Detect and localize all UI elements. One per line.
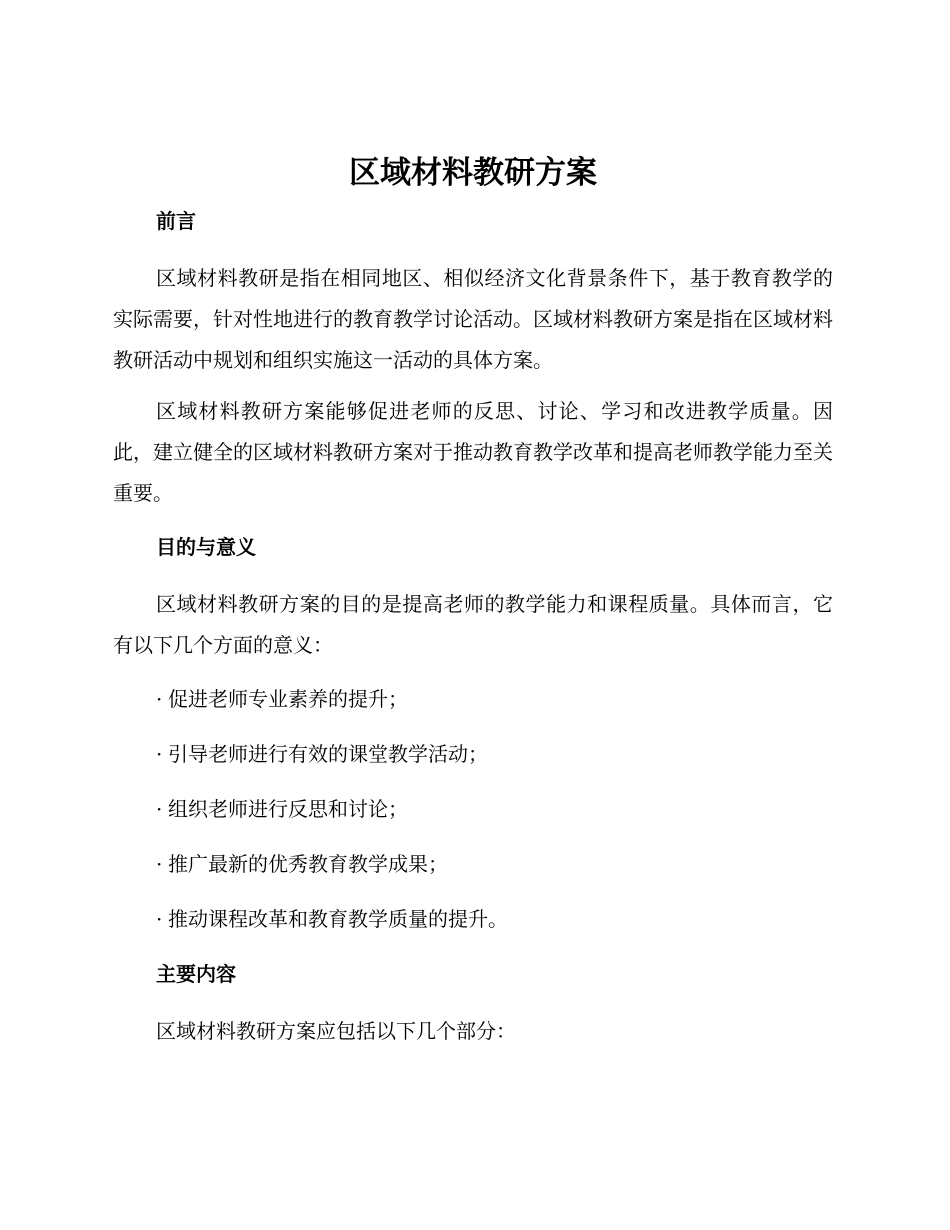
list-item-text: 组织老师进行反思和讨论； xyxy=(168,797,408,821)
document-page xyxy=(113,150,833,1062)
document-title: 区域材料教研方案 xyxy=(349,155,597,191)
paragraph: 区域材料教研是指在相同地区、相似经济文化背景条件下，基于教育教学的实际需要，针对性地进行的教育教学讨论活动。区域材料教研方案是指在区域材料教研活动中规划和组织实施这一活动的具体方案。 xyxy=(113,266,833,372)
list-item-text: 促进老师专业素养的提升； xyxy=(168,687,408,711)
section-content xyxy=(113,959,833,1052)
list-item-text: 推广最新的优秀教育教学成果； xyxy=(168,852,448,876)
paragraph: 区域材料教研方案的目的是提高老师的教学能力和课程质量。具体而言，它有以下几个方面的意义： xyxy=(113,592,833,657)
bullet-dot: · xyxy=(156,687,163,711)
list-item-text: 推动课程改革和教育教学质量的提升。 xyxy=(168,907,508,931)
section-heading-preface: 前言 xyxy=(156,209,196,233)
section-heading-content: 主要内容 xyxy=(156,962,236,986)
list-item xyxy=(113,739,833,769)
bullet-dot: · xyxy=(156,797,163,821)
section-preface xyxy=(113,206,833,514)
section-purpose xyxy=(113,532,833,934)
paragraph: 区域材料教研方案应包括以下几个部分： xyxy=(156,1019,516,1043)
paragraph: 区域材料教研方案能够促进老师的反思、讨论、学习和改进教学质量。因此，建立健全的区域材料教研方案对于推动教育教学改革和提高老师教学能力至关重要。 xyxy=(113,399,833,505)
list-item xyxy=(113,794,833,824)
list-item-text: 引导老师进行有效的课堂教学活动； xyxy=(168,742,488,766)
bullet-dot: · xyxy=(156,852,163,876)
list-item xyxy=(113,849,833,879)
list-item xyxy=(113,904,833,934)
bullet-dot: · xyxy=(156,742,163,766)
list-item xyxy=(113,684,833,714)
bullet-dot: · xyxy=(156,907,163,931)
section-heading-purpose: 目的与意义 xyxy=(156,535,256,559)
